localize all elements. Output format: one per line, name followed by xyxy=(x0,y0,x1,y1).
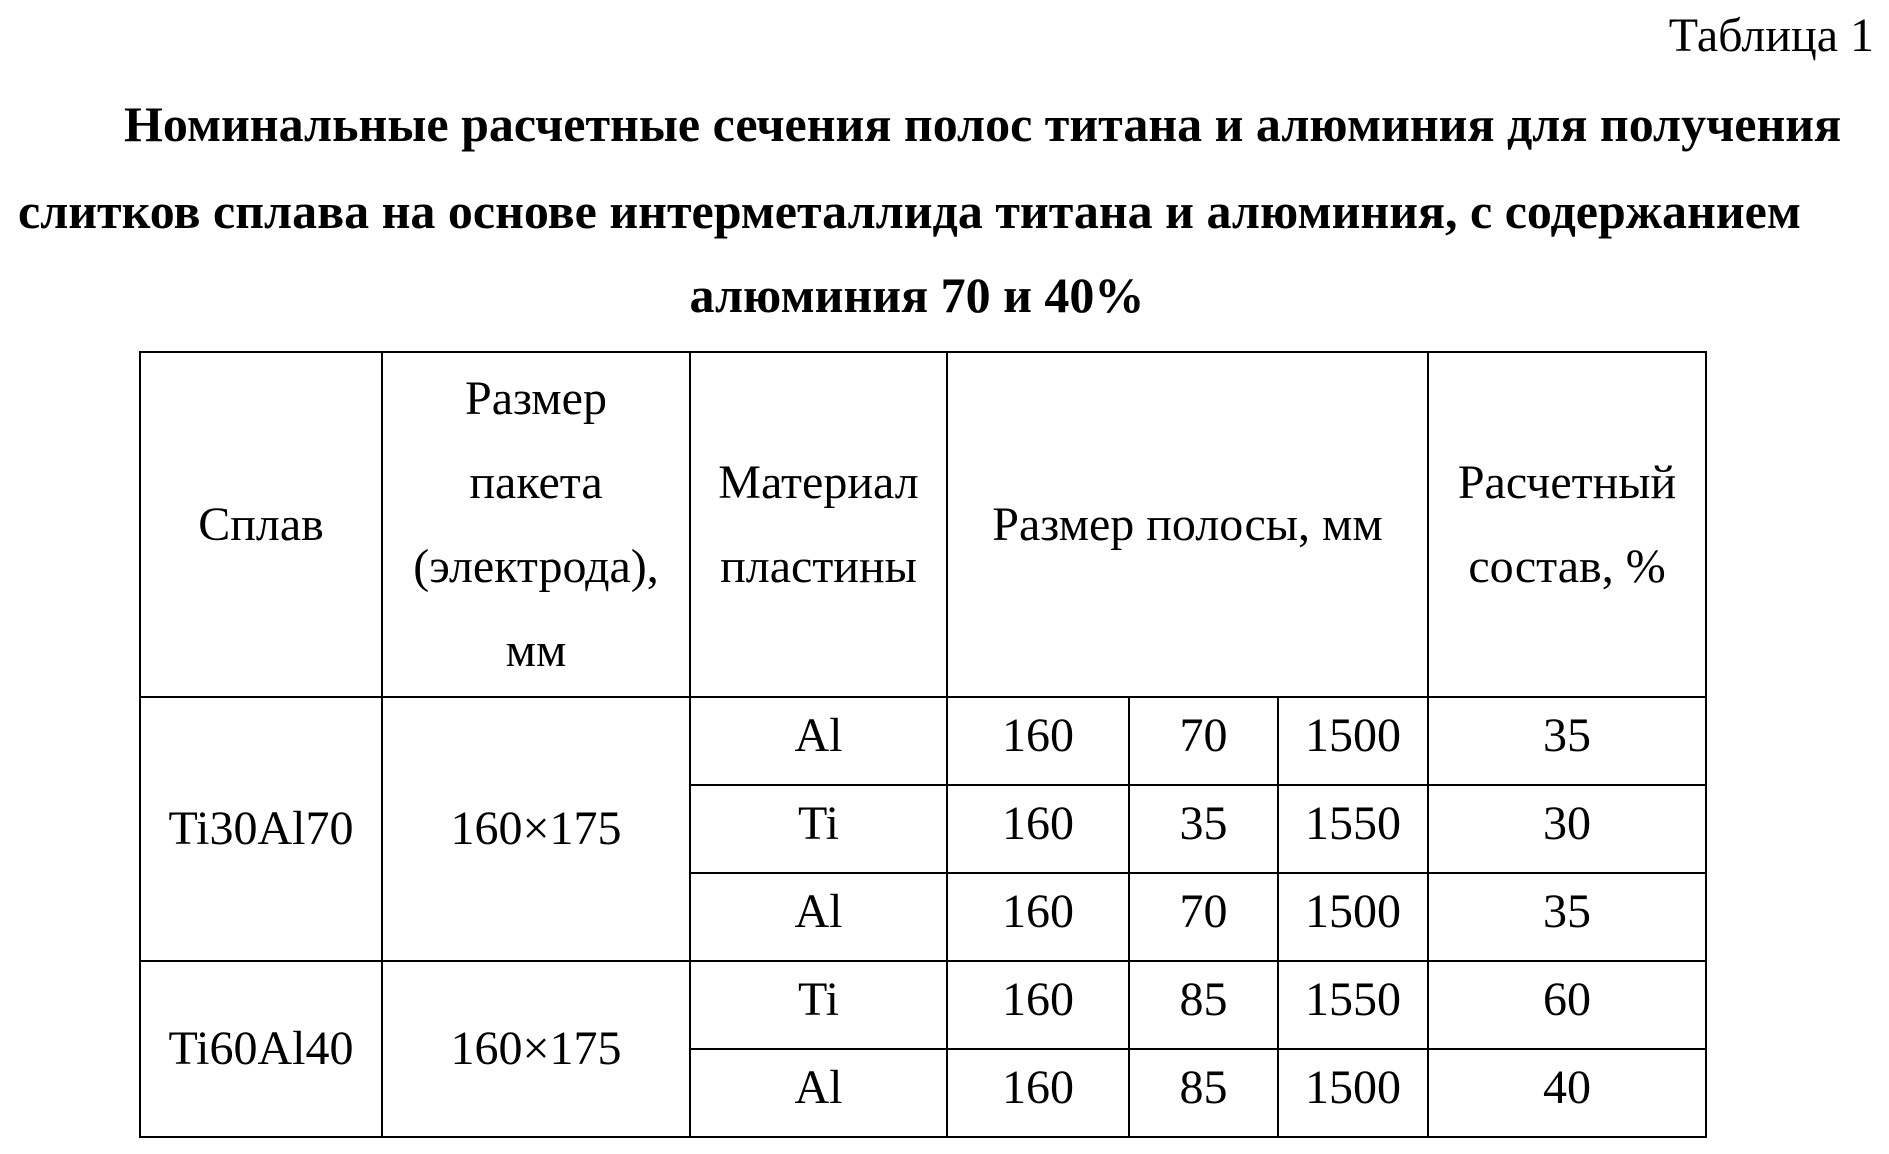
header-composition: Расчетный состав, % xyxy=(1428,352,1706,697)
material-cell: Al xyxy=(690,1049,947,1137)
composition-cell: 30 xyxy=(1428,785,1706,873)
header-package-size: Размер пакета (электрода), мм xyxy=(382,352,690,697)
table-row xyxy=(140,697,1706,785)
material-cell: Ti xyxy=(690,961,947,1049)
dim-c-cell: 1500 xyxy=(1278,873,1428,961)
dim-a-cell: 160 xyxy=(947,785,1129,873)
composition-cell: 35 xyxy=(1428,873,1706,961)
header-strip-size: Размер полосы, мм xyxy=(947,352,1428,697)
dim-b-cell: 70 xyxy=(1129,873,1278,961)
header-alloy: Сплав xyxy=(140,352,382,697)
table-title-line-3: алюминия 70 и 40% xyxy=(689,267,1145,323)
dim-a-cell: 160 xyxy=(947,961,1129,1049)
dim-c-cell: 1550 xyxy=(1278,785,1428,873)
package-size-cell: 160×175 xyxy=(382,697,690,961)
dim-b-cell: 85 xyxy=(1129,1049,1278,1137)
alloy-cell: Ti60Al40 xyxy=(140,961,382,1137)
dim-b-cell: 70 xyxy=(1129,697,1278,785)
composition-cell: 40 xyxy=(1428,1049,1706,1137)
table-title-line-2: слитков сплава на основе интерметаллида титана и алюминия, с содержанием xyxy=(18,183,1801,239)
table-title-line-1: Номинальные расчетные сечения полос титана и алюминия для получения xyxy=(124,96,1842,152)
table-label: Таблица 1 xyxy=(1668,9,1874,62)
dim-b-cell: 85 xyxy=(1129,961,1278,1049)
header-plate-material: Материал пластины xyxy=(690,352,947,697)
dim-c-cell: 1500 xyxy=(1278,1049,1428,1137)
dim-b-cell: 35 xyxy=(1129,785,1278,873)
material-cell: Al xyxy=(690,873,947,961)
table-header-row xyxy=(140,352,1706,697)
composition-cell: 35 xyxy=(1428,697,1706,785)
package-size-cell: 160×175 xyxy=(382,961,690,1137)
alloy-strip-table xyxy=(139,351,1707,1138)
dim-a-cell: 160 xyxy=(947,1049,1129,1137)
material-cell: Al xyxy=(690,697,947,785)
dim-c-cell: 1550 xyxy=(1278,961,1428,1049)
alloy-cell: Ti30Al70 xyxy=(140,697,382,961)
material-cell: Ti xyxy=(690,785,947,873)
composition-cell: 60 xyxy=(1428,961,1706,1049)
dim-c-cell: 1500 xyxy=(1278,697,1428,785)
dim-a-cell: 160 xyxy=(947,697,1129,785)
dim-a-cell: 160 xyxy=(947,873,1129,961)
table-row xyxy=(140,961,1706,1049)
